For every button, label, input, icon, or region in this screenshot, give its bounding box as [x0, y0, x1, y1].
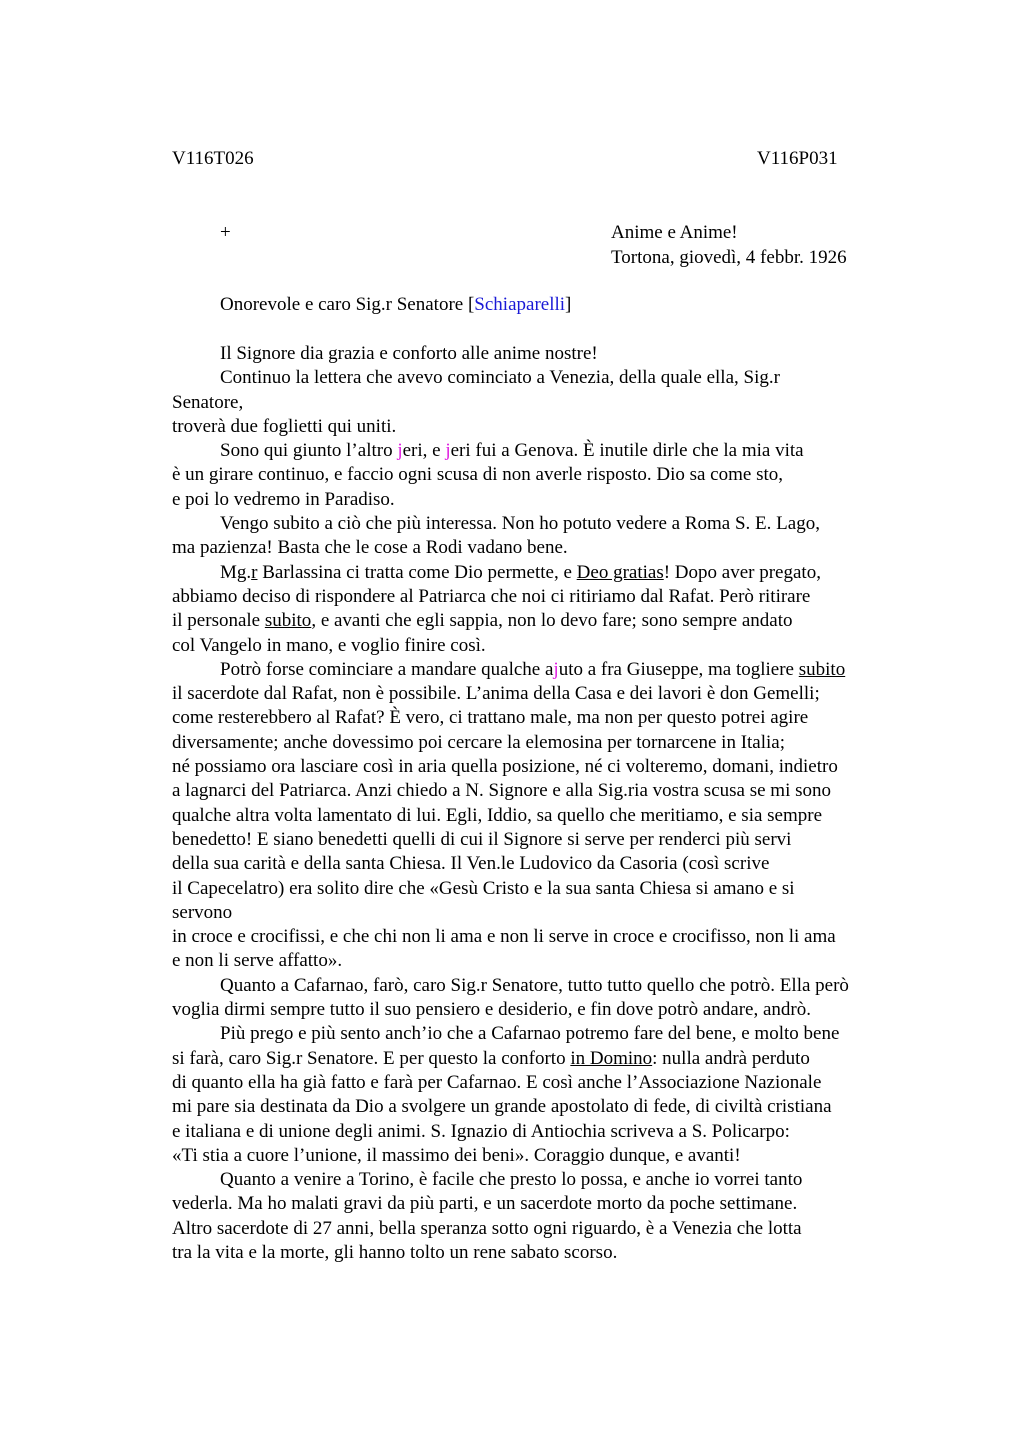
text-line: servono: [172, 901, 233, 923]
text-line: Altro sacerdote di 27 anni, bella speranza sotto ogni riguardo, è a Venezia che lotta: [172, 1217, 802, 1239]
text-span: Potrò forse cominciare a mandare qualche a: [220, 658, 554, 680]
salutation: [220, 293, 571, 317]
text-line: il Capecelatro) era solito dire che «Gesù Cristo e la sua santa Chiesa si amano e si: [172, 877, 795, 899]
text-line: «Ti stia a cuore l’unione, il massimo dei beni». Coraggio dunque, e avanti!: [172, 1144, 741, 1166]
text-line: tra la vita e la morte, gli hanno tolto un rene sabato scorso.: [172, 1241, 618, 1263]
text-line: vederla. Ma ho malati gravi da più parti, e un sacerdote morto da poche settimane.: [172, 1193, 798, 1215]
text-line: il sacerdote dal Rafat, non è possibile. L’anima della Casa e dei lavori è don Gemelli;: [172, 683, 820, 705]
text-line: Il Signore dia grazia e conforto alle anime nostre!: [220, 343, 598, 364]
text-line: mi pare sia destinata da Dio a svolgere un grande apostolato di fede, di civiltà cristiana: [172, 1096, 832, 1118]
document-code-right: V116P031: [757, 148, 838, 169]
text-span: : nulla andrà perduto: [652, 1047, 810, 1069]
text-line: [172, 439, 932, 463]
text-span: Barlassina ci tratta come Dio permette, e: [257, 561, 577, 583]
text-line: e non li serve affatto».: [172, 950, 343, 972]
text-span: ! Dopo aver pregato,: [663, 561, 821, 583]
text-line: a lagnarci del Patriarca. Anzi chiedo a N. Signore e alla Sig.ria vostra scusa se mi sono: [172, 780, 831, 802]
text-line: Più prego e più sento anch’io che a Cafarnao potremo fare del bene, e molto bene: [220, 1023, 840, 1045]
text-span: Mg.: [220, 561, 252, 583]
text-line: [172, 1047, 932, 1071]
text-span: Sono qui giunto l’altro: [220, 440, 398, 462]
letter-body: [172, 342, 932, 1265]
correction-mark: j: [445, 440, 451, 462]
recipient-name: Schiaparelli: [474, 294, 566, 315]
correction-mark: j: [553, 658, 559, 680]
text-line: in croce e crocifissi, e che chi non li ama e non li serve in croce e crocifisso, non li ama: [172, 926, 836, 948]
text-span: eri fui a Genova. È inutile dirle che la mia vita: [450, 440, 804, 462]
text-line: ma pazienza! Basta che le cose a Rodi vadano bene.: [172, 537, 568, 559]
text-span: , e avanti che egli sappia, non lo devo fare; sono sempre andato: [311, 610, 793, 632]
text-line: voglia dirmi sempre tutto il suo pensiero e desiderio, e fin dove potrò andare, andrò.: [172, 999, 811, 1021]
text-line: troverà due foglietti qui uniti.: [172, 415, 397, 437]
text-line: Quanto a Cafarnao, farò, caro Sig.r Senatore, tutto tutto quello che potrò. Ella però: [220, 974, 849, 996]
salutation-close: ]: [565, 294, 572, 315]
place-date-line: Tortona, giovedì, 4 febbr. 1926: [611, 246, 847, 268]
text-span: eri, e: [402, 440, 446, 462]
document-code-left: V116T026: [172, 148, 254, 169]
text-line: Continuo la lettera che avevo cominciato a Venezia, della quale ella, Sig.r: [220, 367, 780, 389]
underlined-text: Deo gratias: [576, 561, 664, 583]
text-line: e poi lo vedremo in Paradiso.: [172, 488, 395, 510]
text-line: della sua carità e della santa Chiesa. Il Ven.le Ludovico da Casoria (così scrive: [172, 853, 770, 875]
text-span: il personale: [172, 610, 265, 632]
text-span: si farà, caro Sig.r Senatore. E per questo la conforto: [172, 1047, 571, 1069]
text-line: Vengo subito a ciò che più interessa. Non ho potuto vedere a Roma S. E. Lago,: [220, 513, 820, 535]
text-line: [172, 609, 932, 633]
underlined-text: r: [251, 561, 258, 583]
text-line: né possiamo ora lasciare così in aria quella posizione, né ci volteremo, domani, indietro: [172, 756, 838, 778]
heading-block: [611, 221, 847, 270]
cross-mark: +: [220, 222, 231, 243]
text-line: di quanto ella ha già fatto e farà per Cafarnao. E così anche l’Associazione Nazionale: [172, 1071, 822, 1093]
text-line: benedetto! E siano benedetti quelli di cui il Signore si serve per renderci più servi: [172, 828, 792, 850]
text-line: e italiana e di unione degli animi. S. Ignazio di Antiochia scriveva a S. Policarpo:: [172, 1120, 790, 1142]
motto-line: Anime e Anime!: [611, 222, 738, 243]
text-line: qualche altra volta lamentato di lui. Egli, Iddio, sa quello che meritiamo, e sia sempre: [172, 804, 823, 826]
text-line: come resterebbero al Rafat? È vero, ci trattano male, ma non per questo potrei agire: [172, 707, 809, 729]
underlined-text: in Domino: [570, 1047, 653, 1069]
text-line: è un girare continuo, e faccio ogni scusa di non averle risposto. Dio sa come sto,: [172, 464, 783, 486]
text-line: Quanto a venire a Torino, è facile che presto lo possa, e anche io vorrei tanto: [220, 1169, 803, 1191]
salutation-text: Onorevole e caro Sig.r Senatore [: [220, 294, 475, 315]
text-line: [172, 658, 932, 682]
text-line: abbiamo deciso di rispondere al Patriarca che noi ci ritiriamo dal Rafat. Però ritirare: [172, 585, 811, 607]
text-line: [172, 561, 932, 585]
correction-mark: j: [397, 440, 403, 462]
text-line: diversamente; anche dovessimo poi cercare la elemosina per tornarcene in Italia;: [172, 731, 786, 753]
text-line: Senatore,: [172, 391, 244, 413]
text-span: uto a fra Giuseppe, ma togliere: [558, 658, 799, 680]
underlined-text: subito: [798, 658, 846, 680]
text-line: col Vangelo in mano, e voglio finire così.: [172, 634, 486, 656]
underlined-text: subito: [264, 610, 312, 632]
